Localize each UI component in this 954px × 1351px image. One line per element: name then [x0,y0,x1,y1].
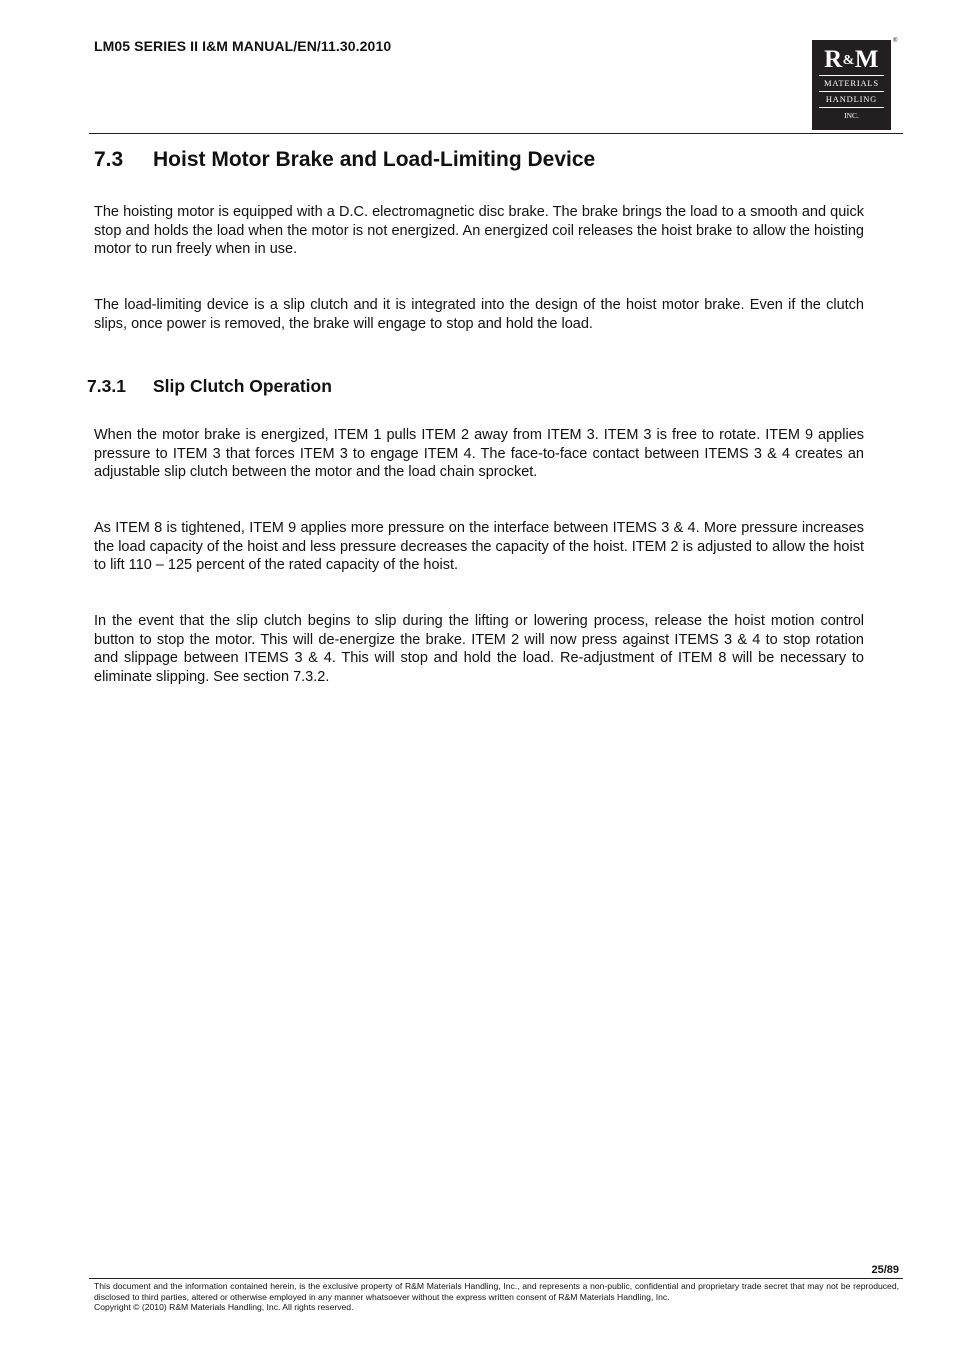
page-number: 25/89 [871,1264,899,1276]
subsection-number: 7.3.1 [87,376,126,396]
logo-divider [819,91,884,92]
logo-line-inc: INC. [844,111,859,120]
footer-divider [89,1278,903,1279]
subsection-title: Slip Clutch Operation [153,376,332,396]
paragraph: In the event that the slip clutch begins to slip during the lifting or lowering process, release the hoist motion control button to stop the motor. This will de-energize the brake. ITEM 2 will now press against ITEMS 3 & 4 to stop rotation and slippage between ITEMS 3 & 4. This will stop and hold the load. Re-adjustment of ITEM 8 will be necessary to eliminate slipping. See section 7.3.2. [94,613,864,685]
registered-mark: ® [893,38,898,44]
logo-line-materials: MATERIALS [824,78,879,88]
subsection-heading [87,376,332,397]
paragraph: The load-limiting device is a slip clutch and it is integrated into the design of the hoist motor brake. Even if the clutch slips, once power is removed, the brake will engage to stop and hold the load. [94,297,864,332]
legal-notice [94,1281,899,1313]
section-title: Hoist Motor Brake and Load-Limiting Device [153,148,596,171]
paragraph: When the motor brake is energized, ITEM 1 pulls ITEM 2 away from ITEM 3. ITEM 3 is free to rotate. ITEM 9 applies pressure to ITEM 3 that forces ITEM 3 to engage ITEM 4. The face-to-face contact between ITEMS 3 & 4 creates an adjustable slip clutch between the motor and the load chain sprocket. [94,427,864,480]
copyright-notice: Copyright © (2010) R&M Materials Handling, Inc. All rights reserved. [94,1302,354,1312]
paragraph: As ITEM 8 is tightened, ITEM 9 applies more pressure on the interface between ITEMS 3 & 4. More pressure increases the load capacity of the hoist and less pressure decreases the capacity of the hoist. ITEM 2 is adjusted to allow the hoist to lift 110 – 125 percent of the rated capacity of the hoist. [94,520,864,573]
section-heading [94,148,595,172]
logo-divider [819,75,884,76]
logo-divider [819,107,884,108]
logo-line-handling: HANDLING [825,94,878,104]
document-title: LM05 SERIES II I&M MANUAL/EN/11.30.2010 [94,38,392,54]
section-number: 7.3 [94,148,124,171]
paragraph: The hoisting motor is equipped with a D.C. electromagnetic disc brake. The brake brings the load to a smooth and quick stop and holds the load when the motor is not energized. An energized coil releases the hoist brake to allow the hoisting motor to run freely when in use. [94,204,864,257]
header-divider [89,133,903,134]
company-logo [812,40,891,130]
logo-mark: R&M [824,46,879,73]
confidentiality-notice: This document and the information contained herein, is the exclusive property of R&M Materials Handling, Inc., and represents a non-public, confidential and proprietary trade secret that may not be reproduced, disclosed to third parties, altered or otherwise employed in any manner whatsoever without the express written consent of R&M Materials Handling, Inc. [94,1281,899,1302]
